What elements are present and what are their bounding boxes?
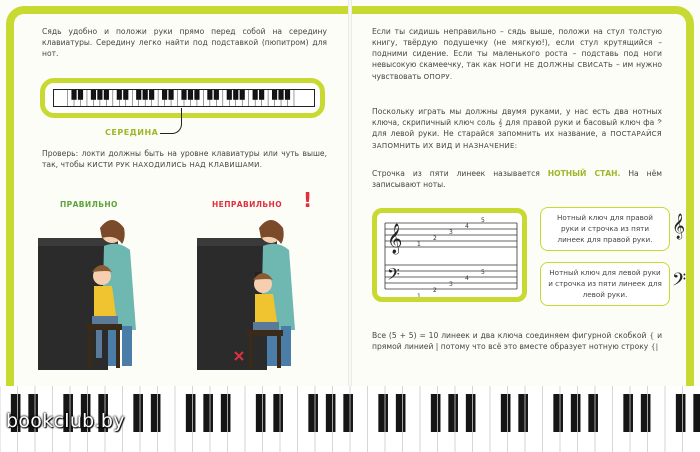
black-key: [431, 394, 441, 432]
black-key: [308, 394, 318, 432]
black-key: [501, 394, 511, 432]
black-key: [641, 394, 651, 432]
right-paragraph-4: [372, 330, 662, 352]
staff-line-number: 2: [433, 287, 437, 294]
right-paragraph-3: [372, 168, 662, 190]
bass-clef-inline-icon: 𝄢: [657, 118, 663, 127]
black-key: [343, 394, 353, 432]
black-key: [186, 394, 196, 432]
right-p1-caps: НОГИ НЕ ДОЛЖНЫ СВИСАТЬ: [499, 61, 614, 69]
staff-line-number: 2: [433, 235, 437, 242]
black-key: [623, 394, 633, 432]
right-paragraph-1: [372, 26, 662, 83]
treble-clef-icon: 𝄞: [672, 214, 686, 239]
black-key: [553, 394, 563, 432]
right-p2-mid2: для левой руки. Не старайся запомнить их название, а: [372, 129, 607, 138]
left-p2-caps: КИСТИ РУК НАХОДИЛИСЬ НАД КЛАВИШАМИ.: [87, 161, 263, 169]
right-p2-caps: ПОСТАРАЙСЯ ЗАПОМНИТЬ ИХ ВИД И НАЗНАЧЕНИЕ:: [372, 130, 662, 150]
exclamation-icon: !: [303, 188, 313, 212]
bass-clef-icon: 𝄢: [387, 264, 400, 288]
staff-line-number: 5: [481, 217, 485, 224]
right-p4-mid: и прямой линией: [372, 331, 663, 351]
bass-clef-icon: 𝄢: [672, 270, 687, 295]
staff-line-number: 1: [417, 293, 421, 297]
black-key: [518, 394, 528, 432]
treble-clef-icon: 𝄞: [387, 224, 403, 254]
black-key: [326, 394, 336, 432]
black-key: [203, 394, 213, 432]
correct-posture-illustration: [36, 212, 166, 372]
black-key: [151, 394, 161, 432]
staff-line-number: 1: [417, 241, 421, 248]
label-incorrect: НЕПРАВИЛЬНО: [212, 200, 282, 209]
treble-clef-inline-icon: 𝄞: [498, 118, 503, 127]
black-key: [273, 394, 283, 432]
black-key: [448, 394, 458, 432]
black-key: [466, 394, 476, 432]
right-paragraph-2: [372, 106, 662, 152]
black-key: [693, 394, 700, 432]
system-brace-icon: {|: [650, 342, 659, 351]
left-paragraph-2: [42, 148, 327, 171]
watermark-text: bookclub.by: [6, 410, 125, 432]
staff-line-number: 3: [449, 229, 453, 236]
incorrect-posture-illustration: [195, 212, 325, 372]
black-key: [588, 394, 598, 432]
right-p2-text: Поскольку играть мы должны двумя руками, у нас есть два нотных ключа, скрипичный ключ соль: [372, 107, 662, 127]
bar-line-icon: |: [435, 342, 439, 351]
black-key: [571, 394, 581, 432]
right-p1-end: – им нужно чувствовать: [372, 60, 662, 81]
staff-line-number: 5: [481, 269, 485, 276]
staff-term: НОТНЫЙ СТАН.: [547, 169, 621, 178]
staff-line-number: 3: [449, 281, 453, 288]
black-key: [133, 394, 143, 432]
keyboard-middle-label: СЕРЕДИНА: [105, 128, 159, 137]
right-p1-text: Если ты сидишь неправильно – сядь выше, положи на стул толстую книгу, твёрдую подушечку (не мягкую!), если стул крутящийся – подними сидение. Если ты маленького роста – подставь под ноги невысокую скамеечку, так как: [372, 27, 662, 69]
right-p1-caps2: ОПОРУ.: [423, 73, 453, 81]
right-p3-end: На нём записывают ноты.: [372, 169, 662, 189]
mini-keyboard: [53, 89, 315, 107]
left-paragraph-1: Сядь удобно и положи руки прямо перед собой на середину клавиатуры. Середину легко найти под подставкой (пюпитром) для нот.: [42, 27, 327, 58]
black-key: [221, 394, 231, 432]
grand-staff: [377, 213, 522, 297]
brace-icon: {: [649, 331, 655, 340]
staff-line-number: 4: [465, 223, 469, 230]
right-p4-text: Все (5 + 5) = 10 линеек и два ключа соединяем фигурной скобкой: [372, 331, 647, 340]
black-key: [378, 394, 388, 432]
treble-staff-card: Нотный ключ для правой руки и строчка из пяти линеек для правой руки.: [540, 207, 670, 251]
black-key: [396, 394, 406, 432]
black-key: [676, 394, 686, 432]
right-p4-end: потому что всё это вместе образует нотную строку: [440, 342, 649, 351]
page-gutter: [348, 0, 352, 452]
staff-line-number: 4: [465, 275, 469, 282]
pointer-line: [160, 108, 182, 134]
grand-staff-illustration: [372, 208, 527, 302]
label-correct: ПРАВИЛЬНО: [60, 200, 118, 209]
right-p2-mid: для правой руки и басовый ключ фа: [505, 118, 655, 127]
right-p3-text: Строчка из пяти линеек называется: [372, 169, 540, 178]
left-p2-text: Проверь: локти должны быть на уровне клавиатуры или чуть выше, так, чтобы: [42, 149, 327, 169]
keyboard-illustration: [40, 78, 325, 118]
bass-staff-card: Нотный ключ для левой руки и строчка из пяти линеек для левой руки.: [540, 262, 670, 306]
black-key: [256, 394, 266, 432]
